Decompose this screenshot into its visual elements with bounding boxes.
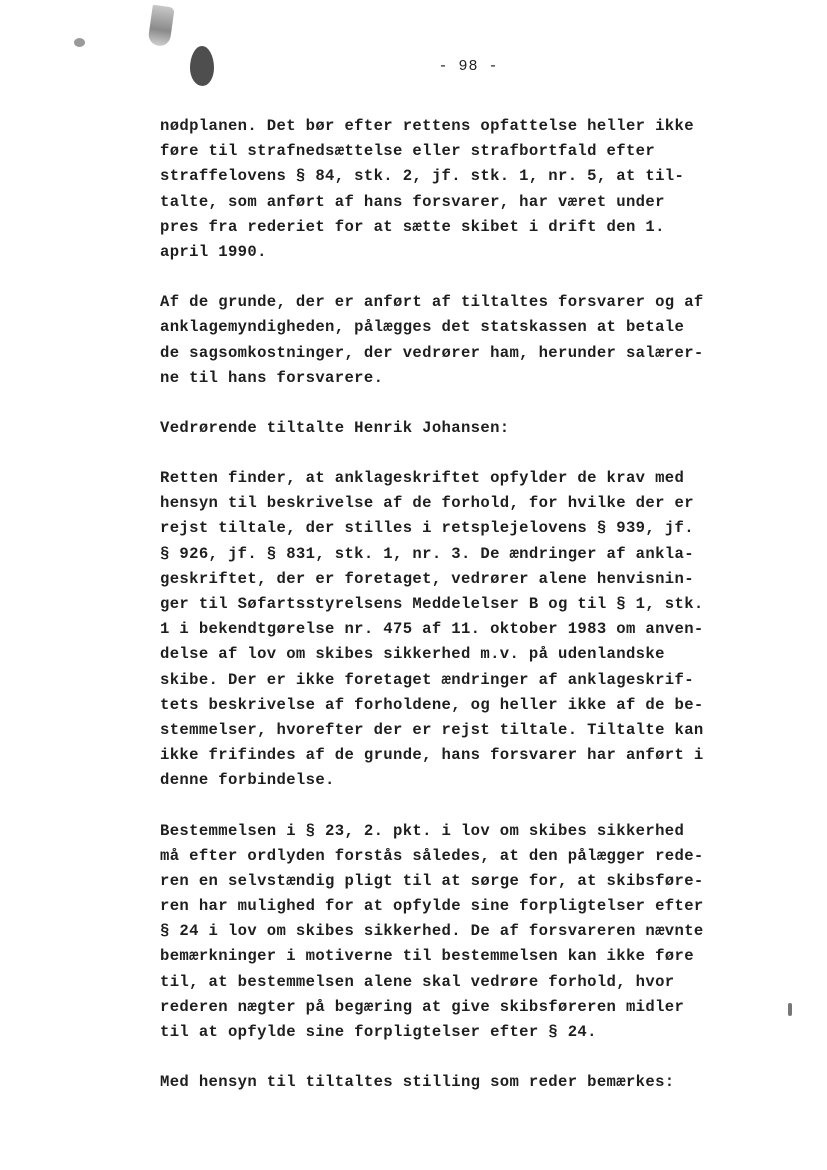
text-line: pres fra rederiet for at sætte skibet i drift den 1. [160,217,665,236]
text-line: § 24 i lov om skibes sikkerhed. De af forsvareren nævnte [160,922,704,941]
text-line: stemmelser, hvorefter der er rejst tiltale. Tiltalte kan [160,720,704,739]
text-line: bemærkninger i motiverne til bestemmelsen kan ikke føre [160,947,694,966]
paragraph [160,1070,740,1095]
text-line: anklagemyndigheden, pålægges det statskassen at betale [160,318,685,337]
text-line: straffelovens § 84, stk. 2, jf. stk. 1, nr. 5, at til- [160,167,685,186]
text-line: tets beskrivelse af forholdene, og heller ikke af de be- [160,695,704,714]
text-line: føre til strafnedsættelse eller strafbortfald efter [160,142,656,161]
text-line: Retten finder, at anklageskriftet opfylder de krav med [160,469,685,488]
page-number: - 98 - [438,58,499,75]
ink-speck-mark [74,38,85,47]
text-line: ne til hans forsvarere. [160,368,384,387]
text-line: Vedrørende tiltalte Henrik Johansen: [160,418,510,437]
text-line: rederen nægter på begæring at give skibsføreren midler [160,997,685,1016]
text-line: må efter ordlyden forstås således, at den pålægger rede- [160,846,704,865]
text-line: hensyn til beskrivelse af de forhold, for hvilke der er [160,494,694,513]
text-line: til at opfylde sine forpligtelser efter § 24. [160,1023,597,1041]
text-line: til, at bestemmelsen alene skal vedrøre forhold, hvor [160,972,675,991]
ink-streak-mark [147,5,174,48]
text-line: rejst tiltale, der stilles i retsplejelovens § 939, jf. [160,519,694,538]
text-line: talte, som anført af hans forsvarer, har været under [160,192,665,211]
document-body [160,114,740,1120]
section-heading [160,416,740,441]
paragraph [160,114,740,265]
text-line: ger til Søfartsstyrelsens Meddelelser B og til § 1, stk. [160,595,704,613]
margin-speck-mark [788,1003,792,1016]
text-line: § 926, jf. § 831, stk. 1, nr. 3. De ændringer af ankla- [160,544,694,563]
text-line: 1 i bekendtgørelse nr. 475 af 11. oktober 1983 om anven- [160,620,704,639]
text-line: Med hensyn til tiltaltes stilling som reder bemærkes: [160,1073,675,1092]
paragraph [160,466,740,793]
text-line: ikke frifindes af de grunde, hans forsvarer har anført i [160,746,704,765]
text-line: ren en selvstændig pligt til at sørge for, at skibsføre- [160,871,704,890]
text-line: april 1990. [160,242,267,261]
text-line: denne forbindelse. [160,771,335,790]
paragraph [160,290,740,391]
text-line: geskriftet, der er foretaget, vedrører alene henvisnin- [160,569,694,588]
text-line: de sagsomkostninger, der vedrører ham, herunder salærer- [160,343,704,362]
paragraph [160,819,740,1046]
text-line: delse af lov om skibes sikkerhed m.v. på udenlandske [160,645,665,664]
text-line: nødplanen. Det bør efter rettens opfattelse heller ikke [160,117,694,135]
text-line: ren har mulighed for at opfylde sine forpligtelser efter [160,897,704,916]
text-line: skibe. Der er ikke foretaget ændringer af anklageskrif- [160,670,694,689]
text-line: Af de grunde, der er anført af tiltaltes forsvarer og af [160,293,704,312]
text-line: Bestemmelsen i § 23, 2. pkt. i lov om skibes sikkerhed [160,821,685,840]
